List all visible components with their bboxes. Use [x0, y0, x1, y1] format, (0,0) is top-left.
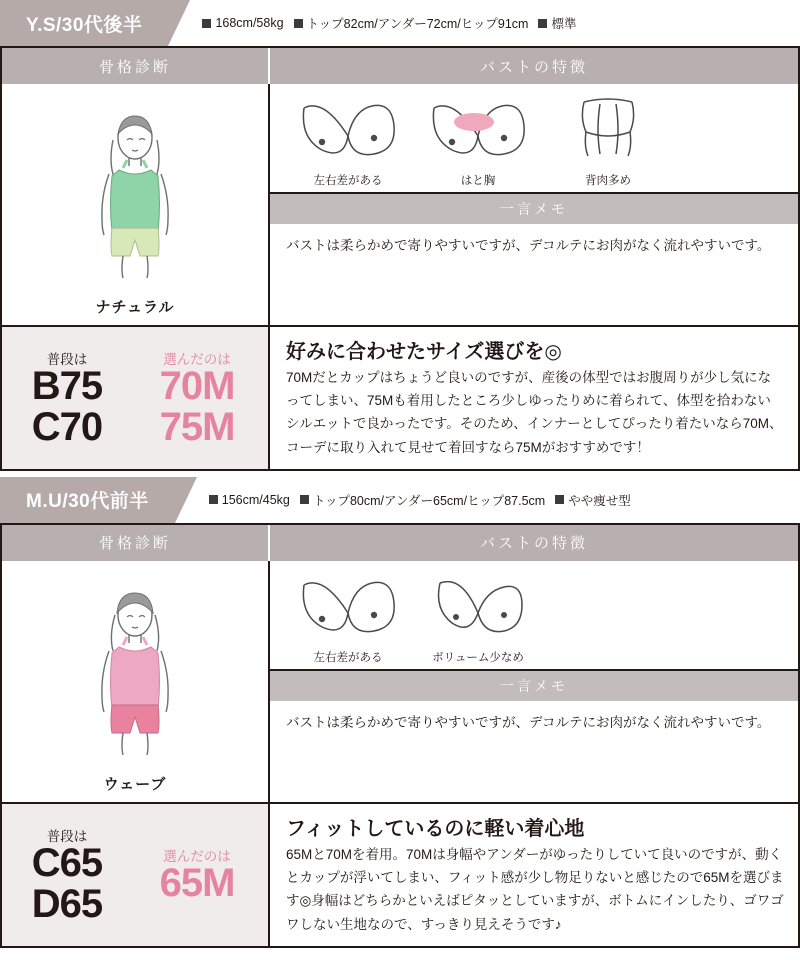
person-block-2	[0, 477, 800, 948]
usual-size-value: B75	[31, 364, 103, 409]
header-bust-2: バストの特徴	[479, 535, 588, 553]
bust-cell-1	[270, 84, 798, 325]
person-name-2: M.U/30代前半	[0, 477, 175, 523]
chosen-size-value: 75M	[159, 404, 235, 449]
chosen-size-group-1	[129, 348, 265, 448]
square-bullet-icon	[538, 19, 547, 28]
table-header-row-2	[2, 525, 798, 561]
review-title-2: フィットしているのに軽い着心地	[286, 817, 585, 840]
table-header-row-1	[2, 48, 798, 84]
spec-text: トップ80cm/アンダー65cm/ヒップ87.5cm	[312, 493, 546, 508]
spec-item	[300, 491, 545, 509]
bust-small-volume-icon	[424, 569, 532, 647]
size-panel-2	[2, 804, 270, 946]
usual-size-value: D65	[31, 881, 103, 926]
table-body-row-2	[2, 561, 798, 802]
chosen-size-value: 70M	[159, 364, 235, 409]
spec-item	[209, 493, 290, 507]
person-header-2	[0, 477, 800, 523]
spec-item	[294, 14, 529, 32]
bust-caption: 背肉多め	[585, 175, 631, 187]
spec-text: やや痩せ型	[568, 493, 631, 508]
bust-pigeon-chest-icon	[424, 92, 532, 170]
usual-size-caption-1: 普段は	[46, 352, 88, 368]
bust-item	[552, 92, 664, 188]
review-title-1: 好みに合わせたサイズ選びを◎	[286, 341, 562, 363]
square-bullet-icon	[294, 19, 303, 28]
person-specs-1	[168, 0, 800, 46]
usual-size-group-1	[5, 348, 129, 448]
chosen-size-caption-1: 選んだのは	[163, 352, 231, 368]
memo-header-1: 一言メモ	[270, 192, 798, 224]
memo-header-2: 一言メモ	[270, 669, 798, 701]
person-name-1: Y.S/30代後半	[0, 0, 168, 46]
review-cell-1	[270, 327, 798, 469]
chosen-size-value: 65M	[159, 861, 235, 906]
header-skeleton-2: 骨格診断	[2, 525, 270, 561]
bust-asymmetry-icon	[294, 92, 402, 170]
person-table-1	[0, 46, 800, 471]
spec-item	[555, 491, 631, 509]
square-bullet-icon	[300, 495, 309, 504]
person-specs-2	[175, 477, 800, 523]
bust-caption: 左右差がある	[313, 651, 383, 664]
skeleton-label-1: ナチュラル	[95, 299, 175, 316]
table-body-row-1	[2, 84, 798, 325]
usual-size-value: C65	[31, 841, 103, 886]
person-block-1	[0, 0, 800, 471]
spec-text: 標準	[551, 17, 577, 31]
review-cell-2	[270, 804, 798, 946]
bust-item	[422, 569, 534, 665]
size-panel-1	[2, 327, 270, 469]
usual-size-group-2	[5, 825, 129, 925]
square-bullet-icon	[209, 495, 218, 504]
skeleton-cell-2	[2, 561, 270, 802]
bust-icons-area-2	[270, 561, 798, 669]
bust-cell-2	[270, 561, 798, 802]
body-illustration-wave	[35, 571, 235, 771]
size-row-2	[2, 802, 798, 946]
size-row-1	[2, 325, 798, 469]
spec-text: 168cm/58kg	[215, 16, 284, 30]
person-header-1	[0, 0, 800, 46]
bust-item	[292, 92, 404, 188]
square-bullet-icon	[202, 19, 211, 28]
bust-back-fat-icon	[554, 92, 662, 170]
memo-text-1: バストは柔らかめで寄りやすいですが、デコルテにお肉がなく流れやすいです。	[286, 238, 771, 253]
spec-text: 156cm/45kg	[221, 492, 290, 507]
header-skeleton-1: 骨格診断	[2, 48, 270, 84]
bust-caption: 左右差がある	[313, 175, 383, 187]
bust-item	[422, 92, 534, 188]
bust-caption: はと胸	[460, 175, 496, 187]
spec-item	[202, 16, 283, 30]
memo-text-2: バストは柔らかめで寄りやすいですが、デコルテにお肉がなく流れやすいです。	[286, 714, 771, 730]
bust-asymmetry-icon	[294, 569, 402, 647]
bust-item	[292, 569, 404, 665]
header-bust-1: バストの特徴	[479, 58, 588, 76]
bust-icons-area-1	[270, 84, 798, 192]
skeleton-label-2: ウェーブ	[103, 775, 167, 793]
bust-caption: ボリューム少なめ	[432, 651, 524, 664]
skeleton-cell-1	[2, 84, 270, 325]
square-bullet-icon	[555, 495, 564, 504]
chosen-size-group-2	[129, 845, 265, 904]
review-text-2: 65Mと70Mを着用。70Mは身幅やアンダーがゆったりしていて良いのですが、動くとカップが浮いてしまい、フィット感が少し物足りないと感じたので65Mを選びます◎身幅はどちらかといえばピタッとしていますが、ボトムにインしたり、ゴワゴワしない生地なので、すっきり見えそうです♪	[286, 846, 784, 932]
review-text-1: 70Mだとカップはちょうど良いのですが、産後の体型ではお腹周りが少し気になってしまい、75Mも着用したところ少しゆったりめに着られて、体型を拾わないシルエットで良かったです。そのため、インナーとしてぴったり着たいなら70M、コーデに取り入れて見せて着回すなら75Mがおすすめです！	[286, 370, 783, 455]
chosen-size-caption-2: 選んだのは	[163, 849, 231, 865]
body-illustration-natural	[35, 94, 235, 294]
usual-size-caption-2: 普段は	[46, 829, 88, 845]
spec-item	[538, 14, 576, 32]
usual-size-value: C70	[31, 404, 103, 449]
spec-text: トップ82cm/アンダー72cm/ヒップ91cm	[306, 17, 529, 31]
person-table-2	[0, 523, 800, 948]
